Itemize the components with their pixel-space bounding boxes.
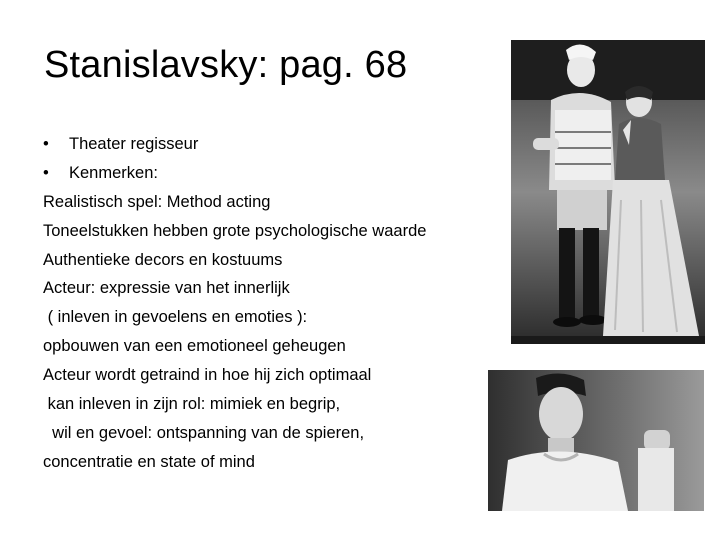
text-line: kan inleven in zijn rol: mimiek en begrip,	[43, 395, 341, 414]
bullet-marker: •	[43, 163, 49, 182]
stage-photo-image	[511, 40, 705, 344]
portrait-photo-image	[488, 370, 704, 511]
text-line: concentratie en state of mind	[43, 452, 255, 471]
text-line: ( inleven in gevoelens en emoties ):	[43, 308, 308, 327]
stage-photo	[511, 40, 705, 344]
text-line: wil en gevoel: ontspanning van de spieren,	[43, 423, 365, 442]
portrait-photo	[488, 370, 704, 511]
slide-title: Stanislavsky: pag. 68	[44, 44, 408, 86]
text-line: Realistisch spel: Method acting	[43, 192, 271, 211]
bullet-marker: •	[43, 135, 49, 153]
bullet-item	[43, 159, 483, 188]
bullet-item	[43, 130, 483, 159]
text-line: Toneelstukken hebben grote psychologische waarde	[43, 221, 427, 240]
text-line: Acteur wordt getraind in hoe hij zich optimaal	[43, 366, 372, 385]
bullet-text: Theater regisseur	[69, 135, 199, 153]
slide-body	[43, 130, 483, 477]
text-line: opbouwen van een emotioneel geheugen	[43, 337, 346, 356]
bullet-text: Kenmerken:	[69, 163, 158, 182]
text-line: Authentieke decors en kostuums	[43, 250, 283, 269]
text-line: Acteur: expressie van het innerlijk	[43, 279, 290, 298]
